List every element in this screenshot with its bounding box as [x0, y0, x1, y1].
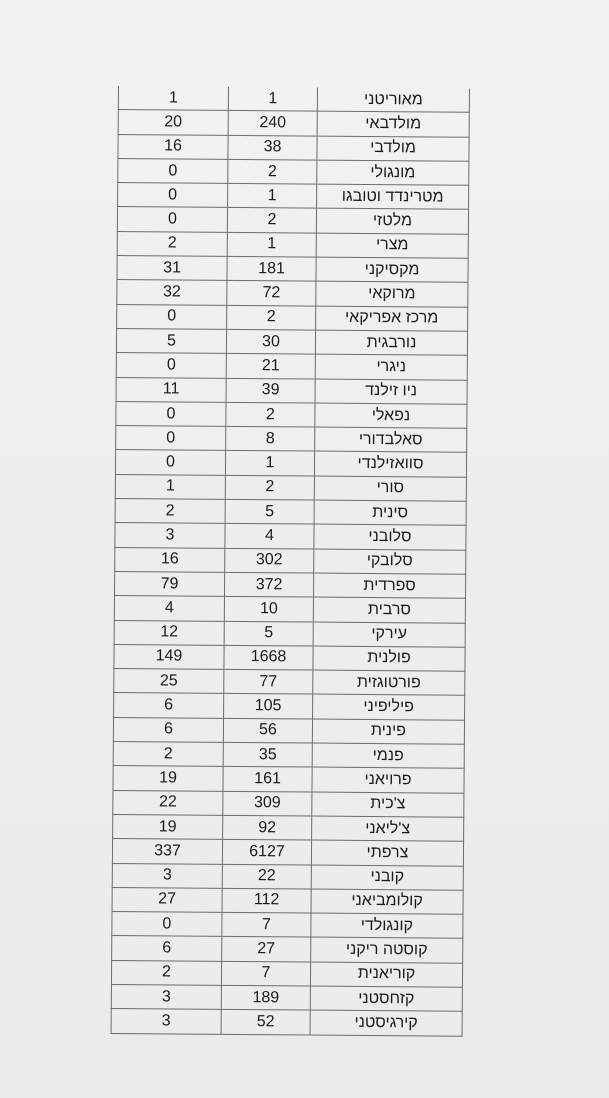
total-cell: 2 [226, 402, 315, 427]
count-cell: 3 [112, 863, 222, 888]
table-row [113, 717, 464, 744]
total-cell: 39 [226, 378, 315, 403]
total-cell: 1 [228, 87, 317, 111]
table-row [114, 620, 465, 647]
count-cell: 149 [114, 644, 224, 669]
count-cell: 4 [114, 596, 224, 621]
nationality-cell: מולדבי [317, 136, 469, 161]
nationality-cell: סרבית [313, 597, 465, 622]
total-cell: 27 [222, 937, 311, 962]
total-cell: 38 [228, 135, 317, 160]
count-cell: 6 [113, 717, 223, 742]
count-cell: 1 [115, 474, 225, 499]
count-cell: 2 [111, 960, 221, 985]
count-cell: 0 [116, 401, 226, 426]
nationality-cell: מקסיקני [316, 257, 468, 282]
nationality-cell: קובני [311, 865, 463, 890]
table-row [118, 110, 469, 137]
total-cell: 302 [225, 548, 314, 573]
table-row [115, 474, 466, 501]
nationality-cell: ניו זילנד [315, 379, 467, 404]
total-cell: 1 [225, 451, 314, 476]
table-row [112, 863, 463, 890]
table-row [118, 134, 469, 161]
nationality-cell: קוריאנית [310, 962, 462, 987]
table-row [114, 596, 465, 623]
count-cell: 32 [117, 280, 227, 305]
table-row [112, 912, 463, 939]
table-row [113, 766, 464, 793]
nationality-cell: פרויאני [312, 767, 464, 792]
total-cell: 5 [225, 499, 314, 524]
table-row [114, 571, 465, 598]
nationality-cell: קוסטה ריקני [311, 937, 463, 962]
count-cell: 0 [116, 353, 226, 378]
table-row [115, 499, 466, 526]
nationality-cell: צ'כית [312, 792, 464, 817]
table-row [112, 936, 463, 963]
nationality-cell: סלובני [314, 524, 466, 549]
nationality-cell: פנמי [312, 743, 464, 768]
nationality-cell: קונגולדי [311, 913, 463, 938]
nationality-cell: ניגרי [315, 354, 467, 379]
total-cell: 56 [223, 718, 312, 743]
count-cell: 19 [113, 814, 223, 839]
count-cell: 6 [114, 693, 224, 718]
count-cell: 19 [113, 766, 223, 791]
count-cell: 27 [112, 887, 222, 912]
nationality-cell: קירגיסטני [310, 1010, 462, 1035]
count-cell: 6 [112, 936, 222, 961]
nationality-cell: מרכז אפריקאי [316, 306, 468, 331]
total-cell: 2 [228, 159, 317, 184]
table-row [115, 547, 466, 574]
count-cell: 2 [115, 499, 225, 524]
count-cell: 0 [112, 912, 222, 937]
count-cell: 5 [116, 328, 226, 353]
table-row [111, 960, 462, 987]
count-cell: 1 [118, 86, 228, 111]
count-cell: 79 [114, 571, 224, 596]
table-row [113, 741, 464, 768]
total-cell: 10 [224, 597, 313, 622]
table-row [117, 304, 468, 331]
table-row [115, 523, 466, 550]
nationality-cell: סורי [314, 476, 466, 501]
nationality-cell: מלטזי [316, 209, 468, 234]
total-cell: 4 [225, 524, 314, 549]
count-cell: 0 [115, 450, 225, 475]
count-cell: 25 [114, 669, 224, 694]
count-cell: 2 [113, 741, 223, 766]
count-cell: 0 [116, 426, 226, 451]
total-cell: 72 [227, 281, 316, 306]
total-cell: 21 [226, 354, 315, 379]
total-cell: 372 [224, 572, 313, 597]
table-row [116, 401, 467, 428]
table-row [113, 790, 464, 817]
count-cell: 0 [118, 158, 228, 183]
table-row [117, 207, 468, 234]
nationality-cell: סאלבדורי [315, 427, 467, 452]
total-cell: 35 [223, 742, 312, 767]
nationality-cell: עירקי [313, 622, 465, 647]
total-cell: 2 [227, 208, 316, 233]
table-row [112, 839, 463, 866]
count-cell: 11 [116, 377, 226, 402]
total-cell: 161 [223, 767, 312, 792]
total-cell: 7 [222, 912, 311, 937]
table-row [117, 231, 468, 258]
count-cell: 337 [112, 839, 222, 864]
table-row [117, 280, 468, 307]
table-body [111, 86, 469, 1036]
table-row [115, 450, 466, 477]
nationality-cell: פינית [312, 719, 464, 744]
total-cell: 7 [221, 961, 310, 986]
table-row [116, 328, 467, 355]
table-row [111, 984, 462, 1011]
nationality-cell: מצרי [316, 233, 468, 258]
total-cell: 30 [226, 329, 315, 354]
total-cell: 92 [223, 815, 312, 840]
count-cell: 22 [113, 790, 223, 815]
nationality-cell: צ'ליאני [312, 816, 464, 841]
total-cell: 189 [221, 985, 310, 1010]
total-cell: 22 [222, 864, 311, 889]
nationality-cell: פולנית [313, 646, 465, 671]
nationality-table [111, 86, 470, 1036]
total-cell: 2 [225, 475, 314, 500]
total-cell: 8 [226, 427, 315, 452]
count-cell: 0 [118, 183, 228, 208]
table-row [118, 183, 469, 210]
count-cell: 16 [118, 134, 228, 159]
count-cell: 0 [117, 207, 227, 232]
count-cell: 0 [117, 304, 227, 329]
count-cell: 3 [111, 984, 221, 1009]
nationality-cell: קזחסטני [310, 986, 462, 1011]
nationality-cell: נפאלי [315, 403, 467, 428]
count-cell: 2 [117, 231, 227, 256]
count-cell: 31 [117, 256, 227, 281]
nationality-cell: צרפתי [311, 840, 463, 865]
table-row [116, 426, 467, 453]
table-row [114, 644, 465, 671]
total-cell: 1 [227, 232, 316, 257]
nationality-cell: נורבגית [315, 330, 467, 355]
table-row [118, 86, 469, 113]
count-cell: 3 [111, 1009, 221, 1034]
table-row [116, 377, 467, 404]
total-cell: 77 [224, 669, 313, 694]
total-cell: 1 [228, 184, 317, 209]
table-row [114, 669, 465, 696]
nationality-cell: מולדבאי [317, 111, 469, 136]
nationality-cell: סוואזילנדי [314, 452, 466, 477]
total-cell: 1668 [224, 645, 313, 670]
count-cell: 20 [118, 110, 228, 135]
total-cell: 112 [222, 888, 311, 913]
nationality-cell: סינית [314, 500, 466, 525]
nationality-cell: פיליפיני [313, 694, 465, 719]
nationality-cell: קולומביאני [311, 889, 463, 914]
table-row [118, 158, 469, 185]
nationality-cell: מרוקאי [316, 281, 468, 306]
table-row [114, 693, 465, 720]
table-row [116, 353, 467, 380]
count-cell: 12 [114, 620, 224, 645]
nationality-cell: מטרינדד וטובגו [317, 184, 469, 209]
nationality-cell: ספרדית [313, 573, 465, 598]
total-cell: 309 [223, 791, 312, 816]
nationality-cell: סלובקי [314, 549, 466, 574]
count-cell: 3 [115, 523, 225, 548]
total-cell: 2 [227, 305, 316, 330]
total-cell: 6127 [222, 840, 311, 865]
nationality-cell: פורטוגזית [313, 670, 465, 695]
table-row [111, 1009, 462, 1036]
table-row [117, 256, 468, 283]
total-cell: 5 [224, 621, 313, 646]
total-cell: 240 [228, 111, 317, 136]
total-cell: 52 [221, 1010, 310, 1035]
nationality-cell: מאוריטני [317, 88, 469, 113]
total-cell: 181 [227, 256, 316, 281]
table-row [112, 887, 463, 914]
count-cell: 16 [115, 547, 225, 572]
nationality-cell: מונגולי [317, 160, 469, 185]
table-row [113, 814, 464, 841]
total-cell: 105 [224, 694, 313, 719]
